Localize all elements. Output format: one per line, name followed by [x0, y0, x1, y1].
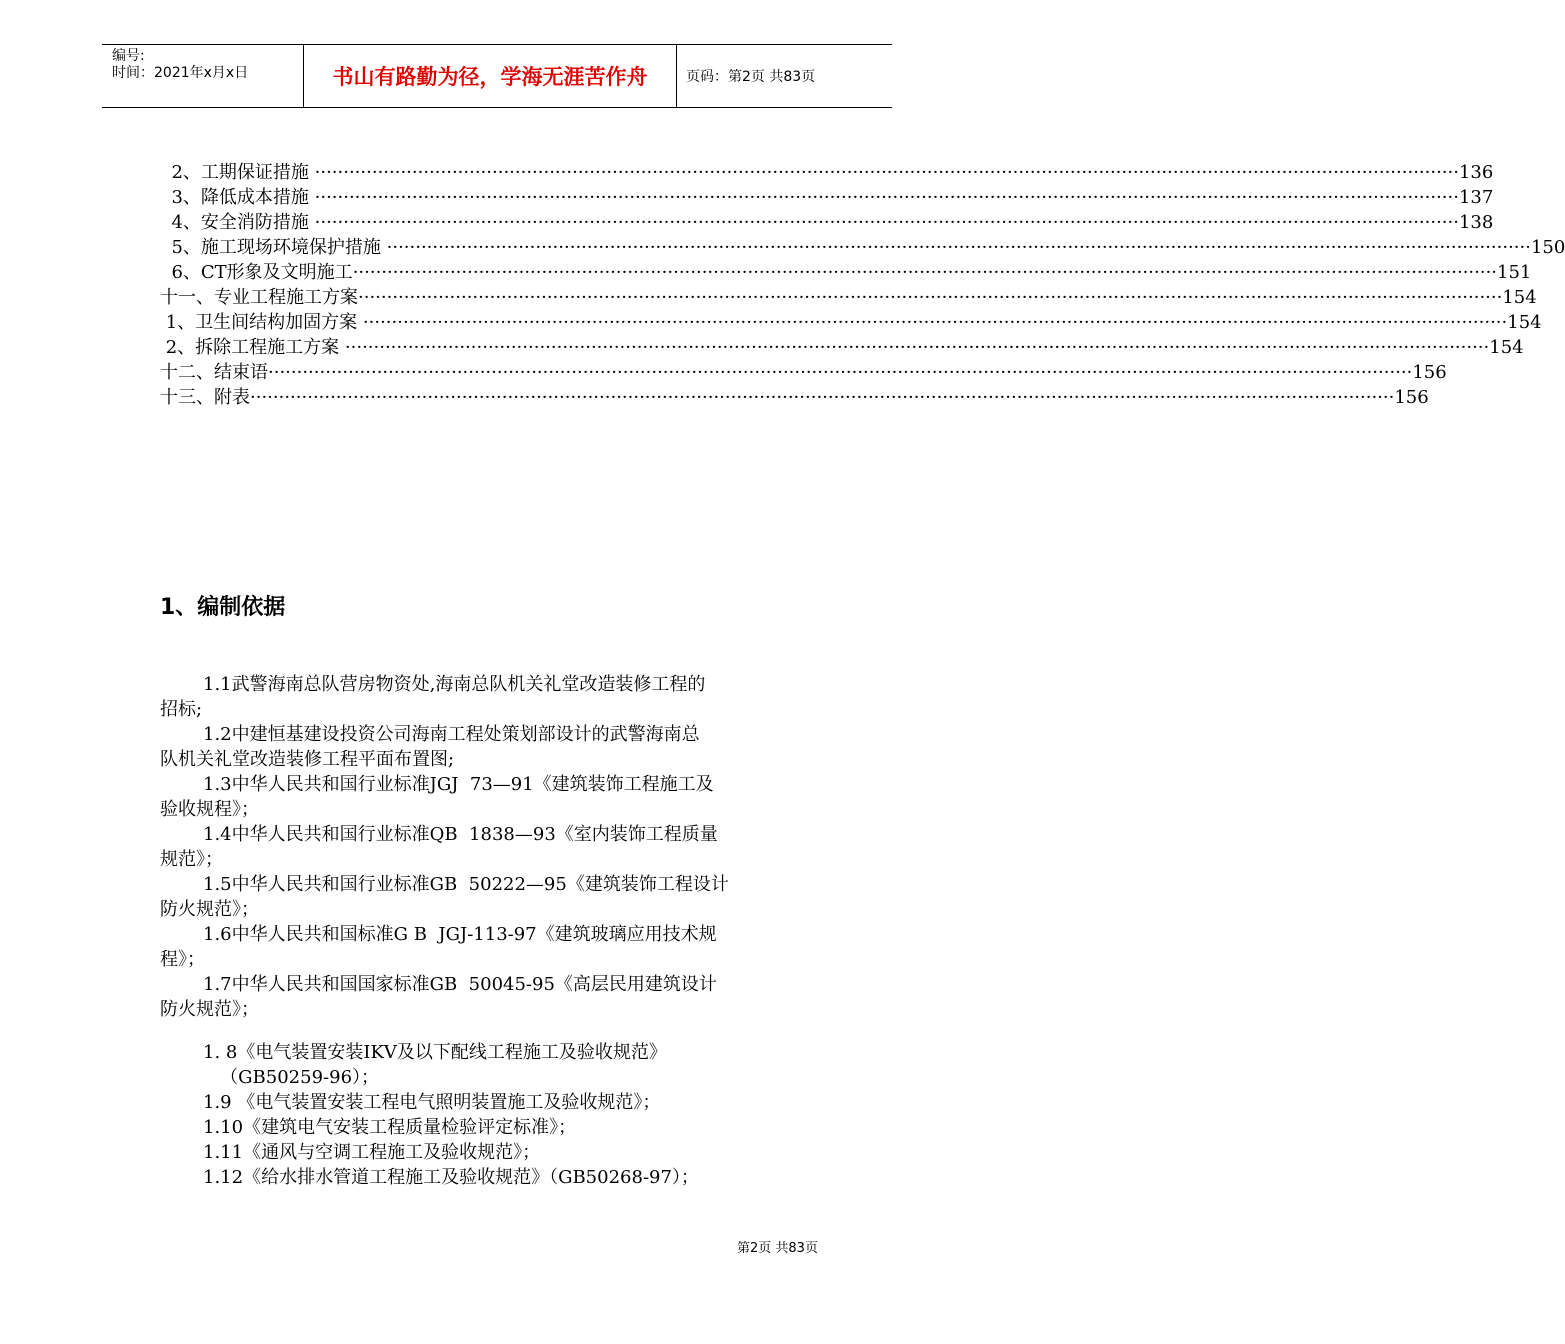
toc-entry-title: 十一、专业工程施工方案: [160, 287, 358, 308]
toc-entry-title: 1、卫生间结构加固方案: [160, 312, 363, 333]
section-title: 1、编制依据: [160, 595, 286, 620]
toc-leader-dots: ········································································································································································································: [352, 262, 1498, 283]
basis-item-line: 1.2中建恒基建设投资公司海南工程处策划部设计的武警海南总: [203, 724, 700, 745]
toc-entry: [160, 335, 1524, 360]
basis-extra-line: （GB50259-96）；: [203, 1067, 380, 1088]
toc-entry: [160, 285, 1537, 310]
toc-entry: [160, 185, 1494, 210]
toc-entry: [160, 385, 1429, 410]
toc-leader-dots: ········································································································································································································: [358, 287, 1503, 308]
page-footer: 第2页 共83页: [737, 1241, 818, 1256]
basis-item-continuation: 队机关礼堂改造装修工程平面布置图;: [160, 749, 455, 770]
toc-entry-page: 156: [1394, 387, 1429, 408]
serial-label: 编号:: [112, 48, 145, 64]
basis-item-continuation: 验收规程》；: [160, 799, 259, 820]
header-meta: [102, 45, 302, 107]
basis-item-line: 1.7中华人民共和国国家标准GB 50045-95《高层民用建筑设计: [203, 974, 717, 995]
toc-leader-dots: ········································································································································································································: [314, 212, 1459, 233]
time-label: 时间：2021年x月x日: [112, 65, 249, 81]
toc-entry-page: 150: [1530, 237, 1565, 258]
basis-item-line: 1.1武警海南总队营房物资处,海南总队机关礼堂改造装修工程的: [203, 674, 706, 695]
toc-entry-page: 154: [1502, 287, 1537, 308]
basis-item-continuation: 程》；: [160, 949, 205, 970]
basis-extra-line: 1.9 《电气装置安装工程电气照明装置施工及验收规范》；: [203, 1092, 661, 1113]
toc-entry-page: 136: [1458, 162, 1494, 183]
basis-extra-line: 1.10《建筑电气安装工程质量检验评定标准》；: [203, 1117, 577, 1138]
header-divider: [676, 45, 677, 107]
toc-leader-dots: ········································································································································································································: [362, 312, 1508, 333]
toc-entry-title: 4、安全消防措施: [160, 212, 315, 233]
toc-leader-dots: ········································································································································································································: [250, 387, 1395, 408]
toc-entry: [160, 235, 1565, 260]
toc-entry-page: 151: [1497, 262, 1532, 283]
toc-entry: [160, 160, 1494, 185]
toc-entry: [160, 260, 1532, 285]
toc-entry-title: 2、工期保证措施: [160, 162, 315, 183]
toc-leader-dots: ········································································································································································································: [314, 162, 1459, 183]
basis-item-line: 1.6中华人民共和国标准G B JGJ-113-97《建筑玻璃应用技术规: [203, 924, 717, 945]
toc-entry-title: 十二、结束语: [160, 362, 268, 383]
toc-entry-title: 十三、附表: [160, 387, 250, 408]
toc-leader-dots: ········································································································································································································: [314, 187, 1459, 208]
header-page-info: 页码：第2页 共83页: [686, 69, 816, 85]
basis-extra-line: 1.12《给水排水管道工程施工及验收规范》（GB50268-97）；: [203, 1167, 699, 1188]
toc-entry: [160, 210, 1494, 235]
page-header: [102, 44, 892, 108]
basis-item-continuation: 规范》；: [160, 849, 223, 870]
basis-extra-line: 1. 8《电气装置安装IKV及以下配线工程施工及验收规范》: [203, 1042, 667, 1063]
toc-entry-page: 138: [1458, 212, 1494, 233]
basis-item-continuation: 招标;: [160, 699, 203, 720]
toc-entry-title: 2、拆除工程施工方案: [160, 337, 345, 358]
basis-item-line: 1.5中华人民共和国行业标准GB 50222—95《建筑装饰工程设计: [203, 874, 729, 895]
basis-item-continuation: 防火规范》；: [160, 999, 259, 1020]
toc-leader-dots: ········································································································································································································: [268, 362, 1413, 383]
toc-entry-page: 154: [1489, 337, 1524, 358]
header-motto: 书山有路勤为径，学海无涯苦作舟: [332, 65, 648, 89]
toc-entry-page: 156: [1412, 362, 1447, 383]
basis-item-line: 1.4中华人民共和国行业标准QB 1838—93《室内装饰工程质量: [203, 824, 718, 845]
toc-entry-page: 154: [1507, 312, 1542, 333]
toc-entry: [160, 310, 1542, 335]
toc-entry-title: 5、施工现场环境保护措施: [160, 237, 387, 258]
basis-extra-line: 1.11《通风与空调工程施工及验收规范》；: [203, 1142, 541, 1163]
toc-entry-title: 3、降低成本措施: [160, 187, 315, 208]
toc-entry-title: 6、CT形象及文明施工: [160, 262, 353, 283]
toc-leader-dots: ········································································································································································································: [344, 337, 1490, 358]
toc-entry: [160, 360, 1447, 385]
basis-item-continuation: 防火规范》；: [160, 899, 259, 920]
toc-leader-dots: ········································································································································································································: [386, 237, 1531, 258]
toc-entry-page: 137: [1458, 187, 1494, 208]
basis-item-line: 1.3中华人民共和国行业标准JGJ 73—91《建筑装饰工程施工及: [203, 774, 714, 795]
